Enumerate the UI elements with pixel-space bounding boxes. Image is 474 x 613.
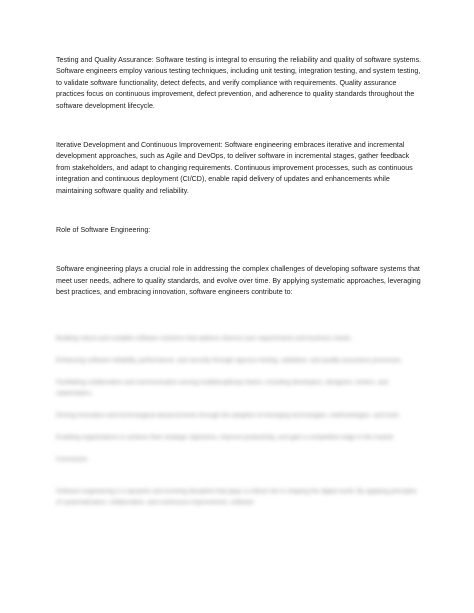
blurred-conclusion-heading: Conclusion: xyxy=(56,456,89,464)
document-content xyxy=(56,55,424,299)
paragraph-iterative-development: Iterative Development and Continuous Improvement: Software engineering embraces iterative and incremental development approaches, such as Agile and DevOps, to deliver software in incremental stages, gather feedback from stakeholders, and adapt to changing requirements. Continuous improvement processes, such as continuous integration and continuous deployment (CI/CD), enable rapid delivery of updates and enhancements while maintaining software quality and reliability. xyxy=(56,141,413,195)
blurred-list-item: Facilitating collaboration and communication among multidisciplinary teams, including developers, designers, testers, and stakeholders. xyxy=(56,379,389,397)
section-heading-role: Role of Software Engineering: xyxy=(56,226,151,235)
blurred-list-item: Enhancing software reliability, performance, and security through rigorous testing, validation, and quality assurance processes. xyxy=(56,357,403,365)
blurred-list-item: Enabling organizations to achieve their strategic objectives, improve productivity, and gain a competitive edge in the market. xyxy=(56,434,395,442)
paragraph-role-intro: Software engineering plays a crucial role in addressing the complex challenges of developing software systems that meet user needs, adhere to quality standards, and evolve over time. By applying systematic approaches, leveraging best practices, and embracing innovation, software engineers contribute to: xyxy=(56,265,421,297)
blurred-list-item: Building robust and scalable software solutions that address diverse user requirements and business needs. xyxy=(56,335,353,342)
paragraph-testing-quality-assurance: Testing and Quality Assurance: Software testing is integral to ensuring the reliability and quality of software systems. Software engineers employ various testing techniques, including unit testing, integration testing, and system testing, to validate software functionality, detect defects, and verify compliance with requirements. Quality assurance practices focus on continuous improvement, defect prevention, and adherence to quality standards throughout the software development lifecycle. xyxy=(56,56,422,110)
blurred-list-item: Driving innovation and technological advancements through the adoption of emerging technologies, methodologies, and tools. xyxy=(56,411,401,419)
blurred-conclusion-text: Software engineering is a dynamic and evolving discipline that plays a critical role in shaping the digital world. By applying principles of systematization, collaboration, and continuous improvement, software xyxy=(56,488,417,506)
blurred-preview-section xyxy=(56,334,418,520)
